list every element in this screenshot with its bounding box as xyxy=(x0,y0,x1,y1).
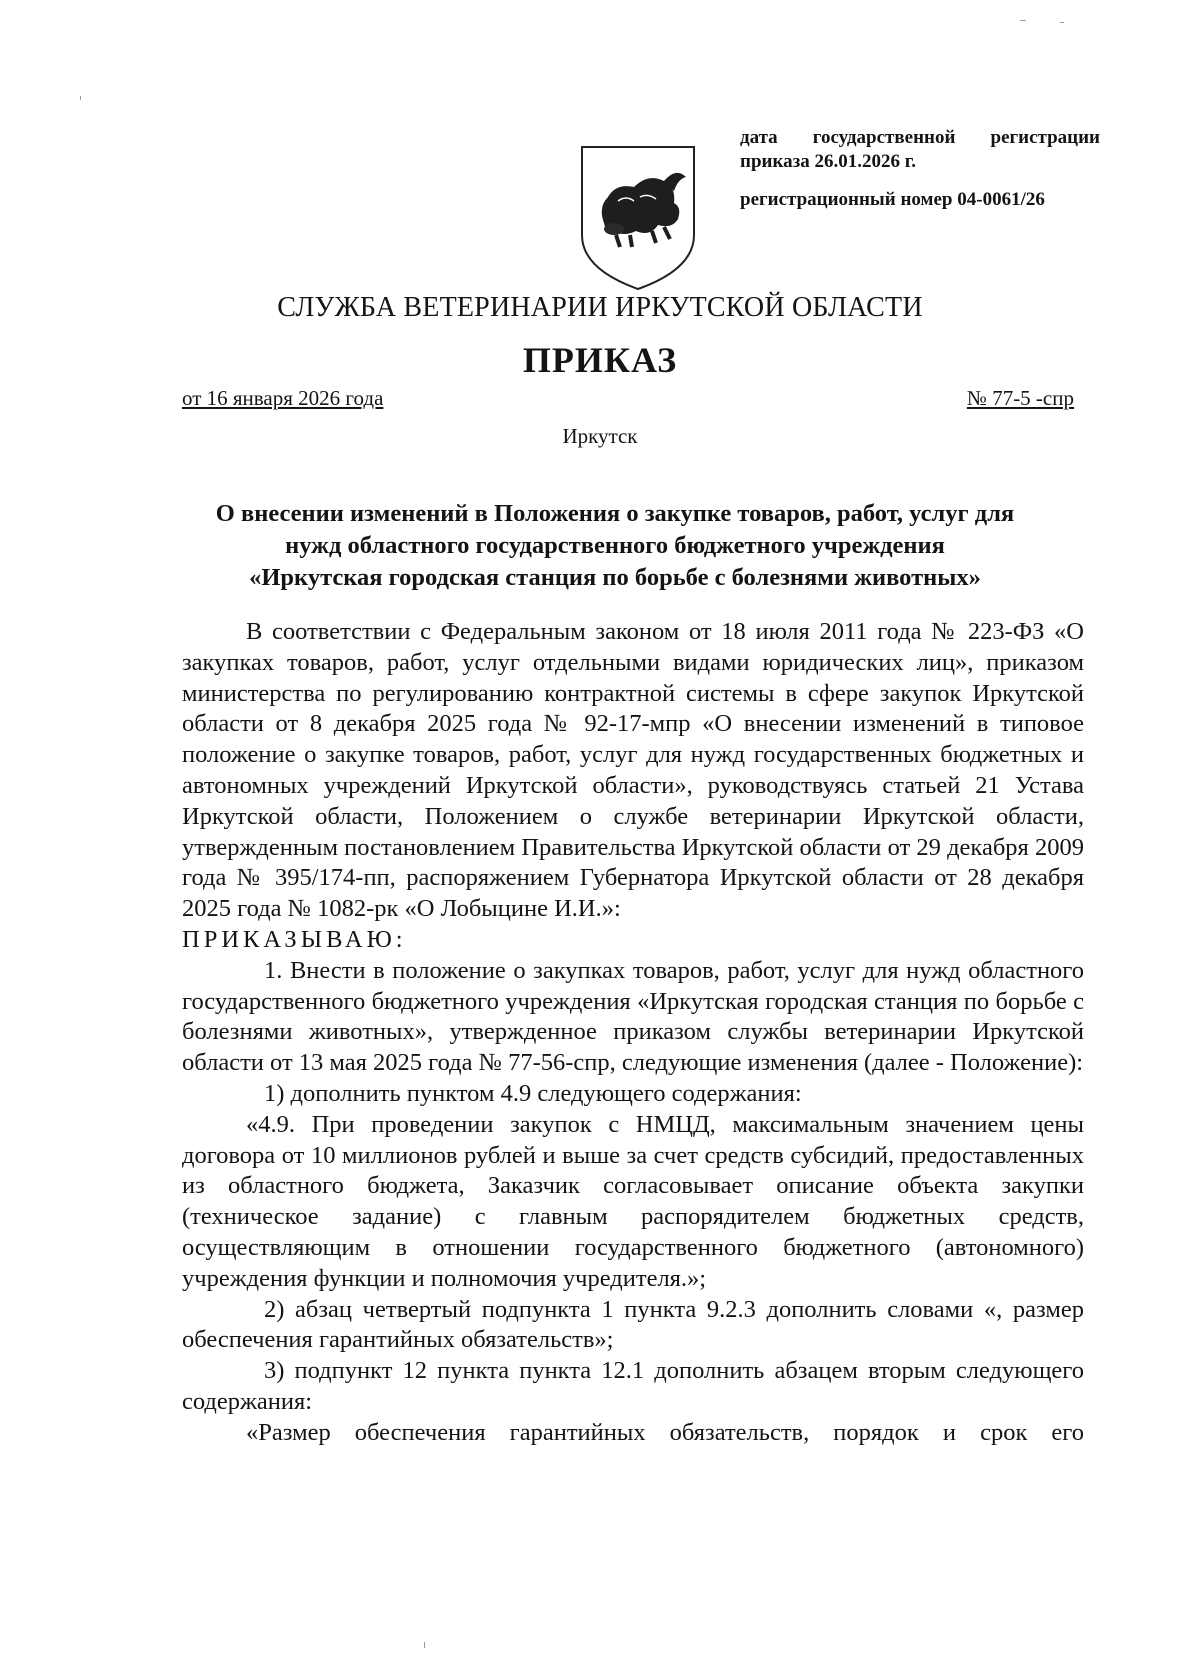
item-1-paragraph: 1. Внести в положение о закупках товаров, работ, услуг для нужд областного государственного бюджетного учреждения «Иркутская городская станция по борьбе с болезнями животных», утвержденное приказом службы ветеринарии Иркутской области от 13 мая 2025 года № 77-56-спр, следующие изменения (далее - Положение): xyxy=(182,956,1084,1077)
subitem-3: 3) подпункт 12 пункта пункта 12.1 дополнить абзацем вторым следующего содержания: xyxy=(182,1357,1084,1415)
order-city: Иркутск xyxy=(562,424,638,448)
scan-speck xyxy=(1020,20,1026,21)
document-title xyxy=(150,498,1080,594)
coat-of-arms-icon xyxy=(578,143,698,293)
scan-speck xyxy=(1060,22,1064,23)
preamble-paragraph: В соответствии с Федеральным законом от 18 июля 2011 года № 223-ФЗ «О закупках товаров, работ, услуг отдельными видами юридических лиц», приказом министерства по регулированию контрактной системы в сфере закупок Иркутской области от 8 декабря 2025 года № 92-17-мпр «О внесении изменений в типовое положение о закупке товаров, работ, услуг для нужд государственных бюджетных и автономных учреждений Иркутской области», руководствуясь статьей 21 Устава Иркутской области, Положением о службе ветеринарии Иркутской области, утвержденным постановлением Правительства Иркутской области от 29 декабря 2009 года № 395/174-пп, распоряжением Губернатора Иркутской области от 28 декабря 2025 года № 1082-рк «О Лобыцине И.И.»: xyxy=(182,618,1084,923)
title-line-1: О внесении изменений в Положения о закупке товаров, работ, услуг для xyxy=(215,500,1015,527)
document-type: ПРИКАЗ xyxy=(522,340,678,380)
quote-guarantee: «Размер обеспечения гарантийных обязательств, порядок и срок его xyxy=(246,1418,1084,1446)
order-date: от 16 января 2026 года xyxy=(182,386,384,410)
scan-speck xyxy=(80,96,81,100)
order-word: ПРИКАЗЫВАЮ: xyxy=(182,925,407,953)
subitem-2: 2) абзац четвертый подпункта 1 пункта 9.2.3 дополнить словами «, размер обеспечения гарантийных обязательств»; xyxy=(182,1295,1084,1354)
organization-name: СЛУЖБА ВЕТЕРИНАРИИ ИРКУТСКОЙ ОБЛАСТИ xyxy=(277,292,923,323)
registration-number: регистрационный номер 04-0061/26 xyxy=(740,189,1045,210)
document-body xyxy=(182,617,1084,1449)
quote-4-9: «4.9. При проведении закупок с НМЦД, максимальным значением цены договора от 10 миллионов рублей и выше за счет средств субсидий, предоставленных из областного бюджета, Заказчик согласовывает описание объекта закупки (техническое задание) с главным распорядителем бюджетных средств, осуществляющим в отношении государственного бюджетного (автономного) учреждения функции и полномочия учредителя.»; xyxy=(182,1110,1084,1292)
scan-speck xyxy=(424,1642,425,1648)
order-number: № 77-5 -спр xyxy=(966,386,1074,410)
title-line-2: нужд областного государственного бюджетного учреждения xyxy=(285,532,945,559)
registration-line-1: дата государственной регистрации xyxy=(740,127,1100,148)
registration-block xyxy=(740,126,1100,212)
subitem-1: 1) дополнить пунктом 4.9 следующего содержания: xyxy=(264,1079,802,1107)
registration-date: приказа 26.01.2026 г. xyxy=(740,151,916,172)
title-line-3: «Иркутская городская станция по борьбе с болезнями животных» xyxy=(249,564,981,591)
